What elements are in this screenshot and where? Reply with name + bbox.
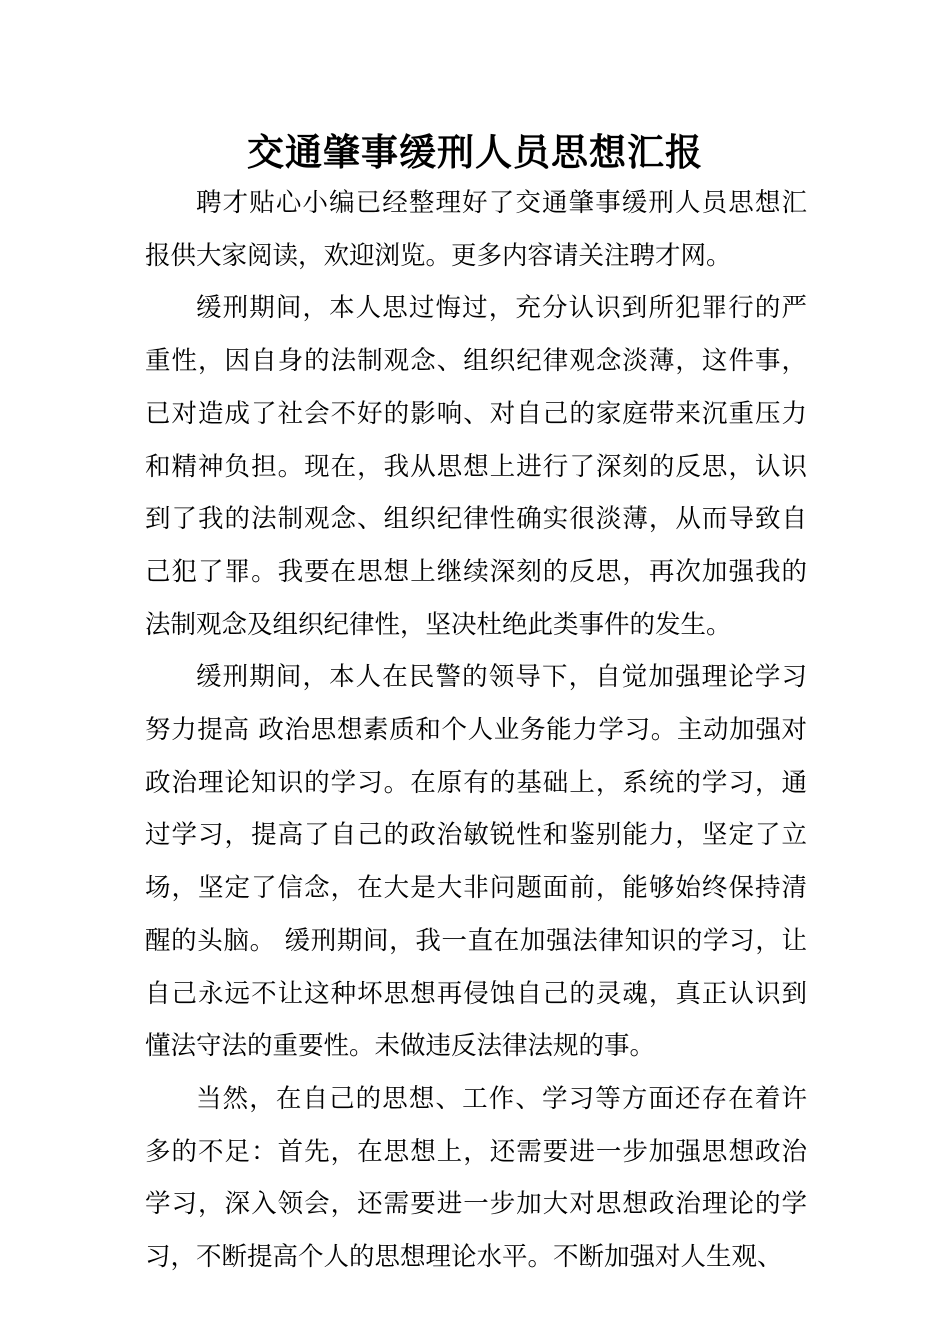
- paragraph-reflection: 缓刑期间，本人思过悔过，充分认识到所犯罪行的严重性，因自身的法制观念、组织纪律观念淡薄，这件事，已对造成了社会不好的影响、对自己的家庭带来沉重压力和精神负担。现在，我从思想上进行了深刻的反思，认识到了我的法制观念、组织纪律性确实很淡薄，从而导致自己犯了罪。我要在思想上继续深刻的反思，再次加强我的法制观念及组织纪律性，坚决杜绝此类事件的发生。: [145, 293, 807, 640]
- document-title: 交通肇事缓刑人员思想汇报: [247, 130, 703, 174]
- document-body: [145, 177, 807, 1284]
- paragraph-study: 缓刑期间，本人在民警的领导下，自觉加强理论学习努力提高 政治思想素质和个人业务能力学习。主动加强对政治理论知识的学习。在原有的基础上，系统的学习，通过学习，提高了自己的政治敏锐性和鉴别能力，坚定了立场，坚定了信念，在大是大非问题面前，能够始终保持清醒的头脑。 缓刑期间，我一直在加强法律知识的学习，让自己永远不让这种坏思想再侵蚀自己的灵魂，真正认识到懂法守法的重要性。未做违反法律法规的事。: [145, 662, 807, 1062]
- paragraph-shortcomings: 当然，在自己的思想、工作、学习等方面还存在着许多的不足：首先，在思想上，还需要进一步加强思想政治学习，深入领会，还需要进一步加大对思想政治理论的学习，不断提高个人的思想理论水平。不断加强对人生观、: [145, 1083, 807, 1273]
- paragraph-intro: 聘才贴心小编已经整理好了交通肇事缓刑人员思想汇报供大家阅读，欢迎浏览。更多内容请关注聘才网。: [145, 188, 807, 271]
